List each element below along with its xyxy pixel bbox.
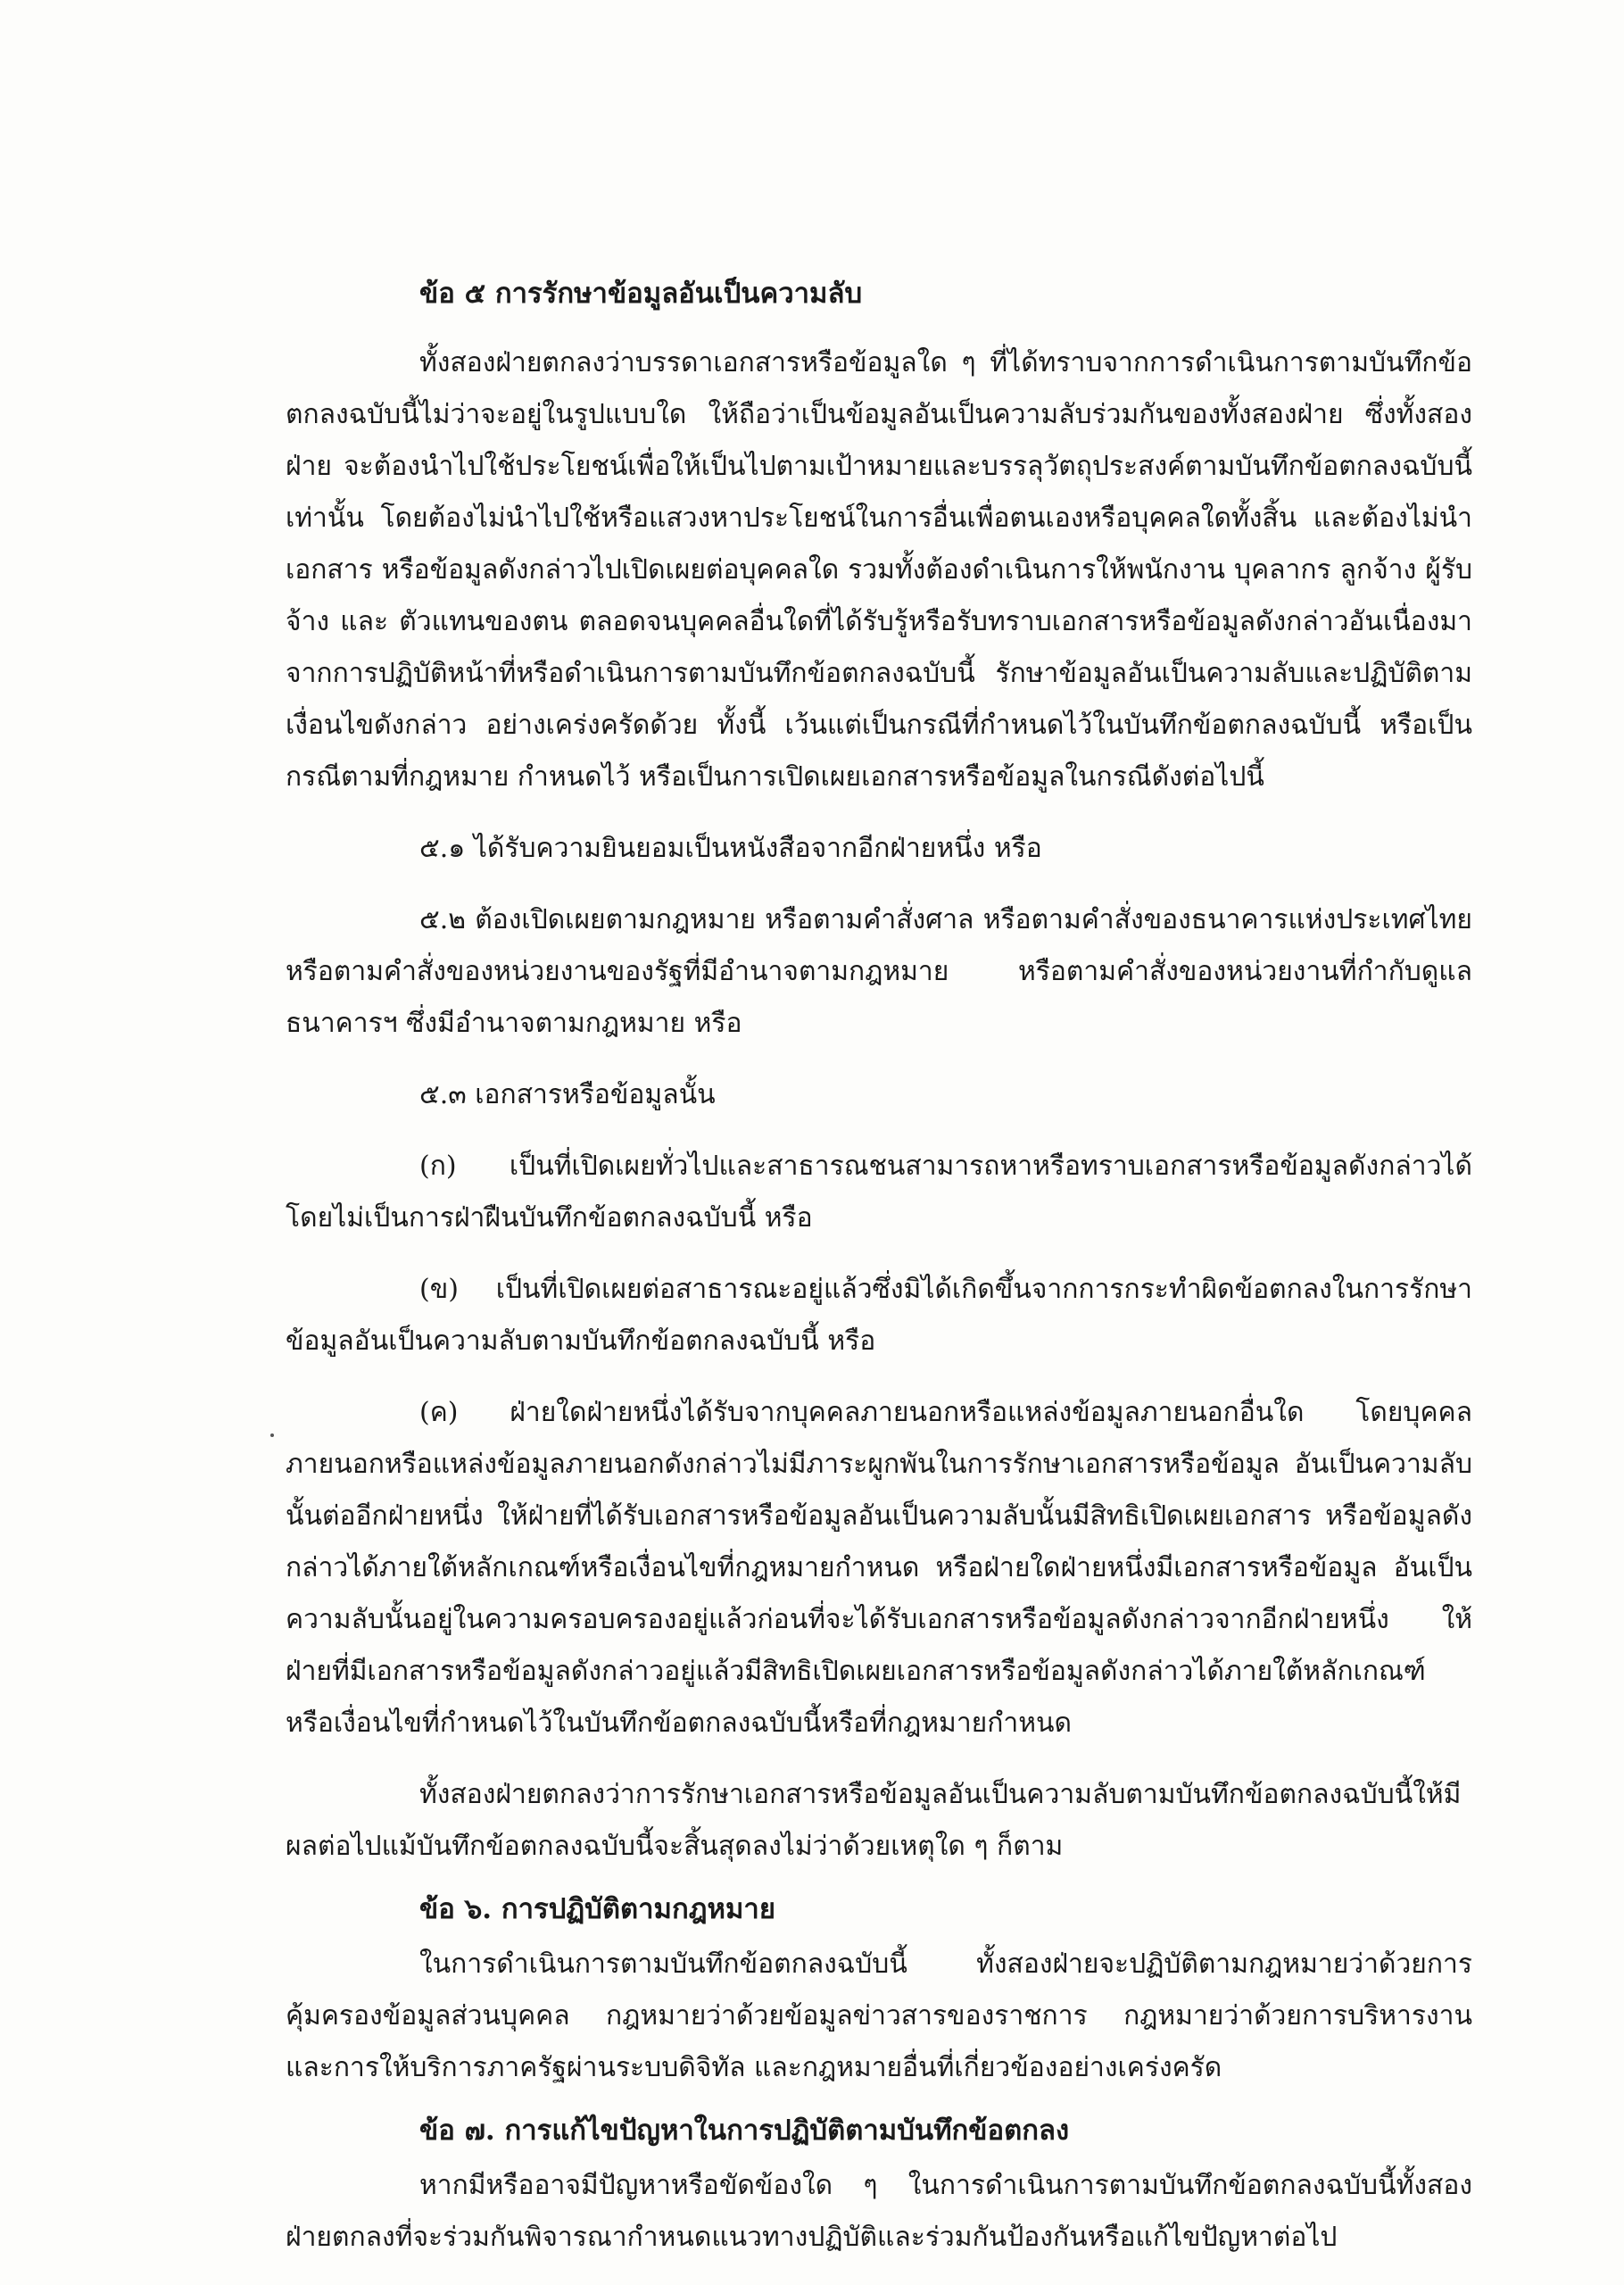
scan-speck-mark <box>270 1433 274 1437</box>
section-5-intro-paragraph: ทั้งสองฝ่ายตกลงว่าบรรดาเอกสารหรือข้อมูลใด ๆ ที่ได้ทราบจากการดำเนินการตามบันทึกข้อตกลงฉบับนี้ไม่ว่าจะอยู่ในรูปแบบใด ให้ถือว่าเป็นข้อมูลอันเป็นความลับร่วมกันของทั้งสองฝ่าย ซึ่งทั้งสองฝ่าย จะต้องนำไปใช้ประโยชน์เพื่อให้เป็นไปตามเป้าหมายและบรรลุวัตถุประสงค์ตามบันทึกข้อตกลงฉบับนี้เท่านั้น โดยต้องไม่นำไปใช้หรือแสวงหาประโยชน์ในการอื่นเพื่อตนเองหรือบุคคลใดทั้งสิ้น และต้องไม่นำเอกสาร หรือข้อมูลดังกล่าวไปเปิดเผยต่อบุคคลใด รวมทั้งต้องดำเนินการให้พนักงาน บุคลากร ลูกจ้าง ผู้รับจ้าง และ ตัวแทนของตน ตลอดจนบุคคลอื่นใดที่ได้รับรู้หรือรับทราบเอกสารหรือข้อมูลดังกล่าวอันเนื่องมาจากการปฏิบัติหน้าที่หรือดำเนินการตามบันทึกข้อตกลงฉบับนี้ รักษาข้อมูลอันเป็นความลับและปฏิบัติตามเงื่อนไขดังกล่าว อย่างเคร่งครัดด้วย ทั้งนี้ เว้นแต่เป็นกรณีที่กำหนดไว้ในบันทึกข้อตกลงฉบับนี้ หรือเป็นกรณีตามที่กฎหมาย กำหนดไว้ หรือเป็นการเปิดเผยเอกสารหรือข้อมูลในกรณีดังต่อไปนี้ <box>286 347 1472 793</box>
clause-5-2: ๕.๒ ต้องเปิดเผยตามกฎหมาย หรือตามคำสั่งศาล หรือตามคำสั่งของธนาคารแห่งประเทศไทย หรือตามคำสั่งของหน่วยงานของรัฐที่มีอำนาจตามกฎหมาย หรือตามคำสั่งของหน่วยงานที่กำกับดูแลธนาคารฯ ซึ่งมีอำนาจตามกฎหมาย หรือ <box>286 904 1472 1039</box>
document-body <box>286 268 1472 2283</box>
clause-5-3-b: (ข) เป็นที่เปิดเผยต่อสาธารณะอยู่แล้วซึ่งมิได้เกิดขึ้นจากการกระทำผิดข้อตกลงในการรักษาข้อมูลอันเป็นความลับตามบันทึกข้อตกลงฉบับนี้ หรือ <box>286 1274 1472 1357</box>
clause-5-3-a: (ก) เป็นที่เปิดเผยทั่วไปและสาธารณชนสามารถหาหรือทราบเอกสารหรือข้อมูลดังกล่าวได้ โดยไม่เป็นการฝ่าฝืนบันทึกข้อตกลงฉบับนี้ หรือ <box>286 1151 1472 1234</box>
section-6-body: ในการดำเนินการตามบันทึกข้อตกลงฉบับนี้ ทั้งสองฝ่ายจะปฏิบัติตามกฎหมายว่าด้วยการคุ้มครองข้อมูลส่วนบุคคล กฎหมายว่าด้วยข้อมูลข่าวสารของราชการ กฎหมายว่าด้วยการบริหารงาน และการให้บริการภาครัฐผ่านระบบดิจิทัล และกฎหมายอื่นที่เกี่ยวข้องอย่างเคร่งครัด <box>286 1948 1472 2083</box>
section-5-closing-paragraph: ทั้งสองฝ่ายตกลงว่าการรักษาเอกสารหรือข้อมูลอันเป็นความลับตามบันทึกข้อตกลงฉบับนี้ให้มีผลต่อไปแม้บันทึกข้อตกลงฉบับนี้จะสิ้นสุดลงไม่ว่าด้วยเหตุใด ๆ ก็ตาม <box>286 1779 1462 1862</box>
section-5-heading: ข้อ ๕ การรักษาข้อมูลอันเป็นความลับ <box>419 278 863 310</box>
section-6-heading: ข้อ ๖. การปฏิบัติตามกฎหมาย <box>419 1893 775 1925</box>
section-7-heading: ข้อ ๗. การแก้ไขปัญหาในการปฏิบัติตามบันทึกข้อตกลง <box>419 2115 1070 2147</box>
section-7-body: หากมีหรืออาจมีปัญหาหรือขัดข้องใด ๆ ในการดำเนินการตามบันทึกข้อตกลงฉบับนี้ทั้งสองฝ่ายตกลงที่จะร่วมกันพิจารณากำหนดแนวทางปฏิบัติและร่วมกันป้องกันหรือแก้ไขปัญหาต่อไป <box>286 2170 1472 2253</box>
clause-5-1: ๕.๑ ได้รับความยินยอมเป็นหนังสือจากอีกฝ่ายหนึ่ง หรือ <box>419 833 1042 864</box>
clause-5-3: ๕.๓ เอกสารหรือข้อมูลนั้น <box>419 1079 716 1110</box>
clause-5-3-c: (ค) ฝ่ายใดฝ่ายหนึ่งได้รับจากบุคคลภายนอกหรือแหล่งข้อมูลภายนอกอื่นใด โดยบุคคลภายนอกหรือแหล่งข้อมูลภายนอกดังกล่าวไม่มีภาระผูกพันในการรักษาเอกสารหรือข้อมูล อันเป็นความลับนั้นต่ออีกฝ่ายหนึ่ง ให้ฝ่ายที่ได้รับเอกสารหรือข้อมูลอันเป็นความลับนั้นมีสิทธิเปิดเผยเอกสาร หรือข้อมูลดังกล่าวได้ภายใต้หลักเกณฑ์หรือเงื่อนไขที่กฎหมายกำหนด หรือฝ่ายใดฝ่ายหนึ่งมีเอกสารหรือข้อมูล อันเป็นความลับนั้นอยู่ในความครอบครองอยู่แล้วก่อนที่จะได้รับเอกสารหรือข้อมูลดังกล่าวจากอีกฝ่ายหนึ่ง ให้ฝ่ายที่มีเอกสารหรือข้อมูลดังกล่าวอยู่แล้วมีสิทธิเปิดเผยเอกสารหรือข้อมูลดังกล่าวได้ภายใต้หลักเกณฑ์ หรือเงื่อนไขที่กำหนดไว้ในบันทึกข้อตกลงฉบับนี้หรือที่กฎหมายกำหนด <box>286 1397 1472 1739</box>
